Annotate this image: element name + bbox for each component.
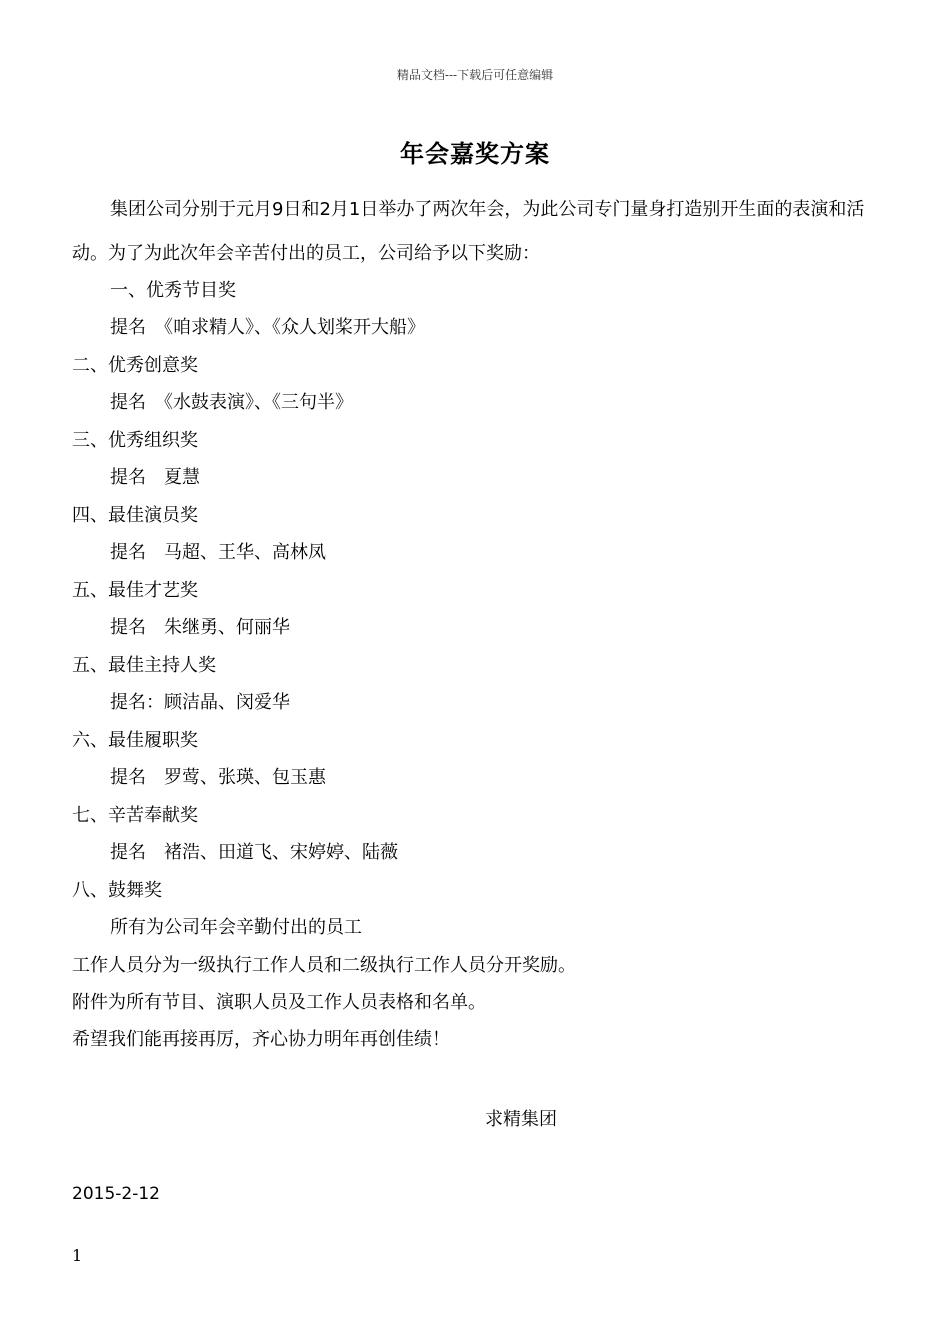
award-title: 四、最佳演员奖 (72, 505, 198, 526)
closing-line: 工作人员分为一级执行工作人员和二级执行工作人员分开奖励。 (72, 955, 576, 976)
document-title: 年会嘉奖方案 (400, 139, 550, 168)
award-title: 一、优秀节目奖 (110, 280, 236, 301)
award-nominees: 提名 罗莺、张瑛、包玉惠 (110, 767, 326, 788)
signature: 求精集团 (485, 1109, 557, 1130)
page-number: 1 (72, 1246, 83, 1265)
page-header: 精品文档---下载后可任意编辑 (396, 68, 554, 82)
award-nominees: 提名 褚浩、田道飞、宋婷婷、陆薇 (110, 842, 398, 863)
award-nominees: 提名 夏慧 (110, 467, 200, 488)
award-title: 八、鼓舞奖 (72, 880, 162, 901)
closing-line: 附件为所有节目、演职人员及工作人员表格和名单。 (72, 992, 486, 1013)
intro-paragraph: 集团公司分别于元月9日和2月1日举办了两次年会，为此公司专门量身打造别开生面的表演和活动。为了为此次年会辛苦付出的员工，公司给予以下奖励： (72, 199, 865, 264)
award-title: 六、最佳履职奖 (72, 730, 198, 751)
award-nominees: 提名 《水鼓表演》、《三句半》 (110, 392, 353, 413)
award-nominees: 提名 《咱求精人》、《众人划桨开大船》 (110, 317, 425, 338)
document-date: 2015-2-12 (72, 1184, 160, 1204)
award-title: 二、优秀创意奖 (72, 355, 198, 376)
award-nominees: 提名 朱继勇、何丽华 (110, 617, 290, 638)
award-nominees: 所有为公司年会辛勤付出的员工 (110, 917, 362, 938)
award-title: 三、优秀组织奖 (72, 430, 198, 451)
award-nominees: 提名：顾洁晶、闵爱华 (110, 692, 290, 713)
award-title: 五、最佳主持人奖 (72, 655, 216, 676)
award-title: 七、辛苦奉献奖 (72, 805, 198, 826)
award-title: 五、最佳才艺奖 (72, 580, 198, 601)
closing-line: 希望我们能再接再厉，齐心协力明年再创佳绩！ (72, 1029, 450, 1050)
award-nominees: 提名 马超、王华、高林凤 (110, 542, 326, 563)
